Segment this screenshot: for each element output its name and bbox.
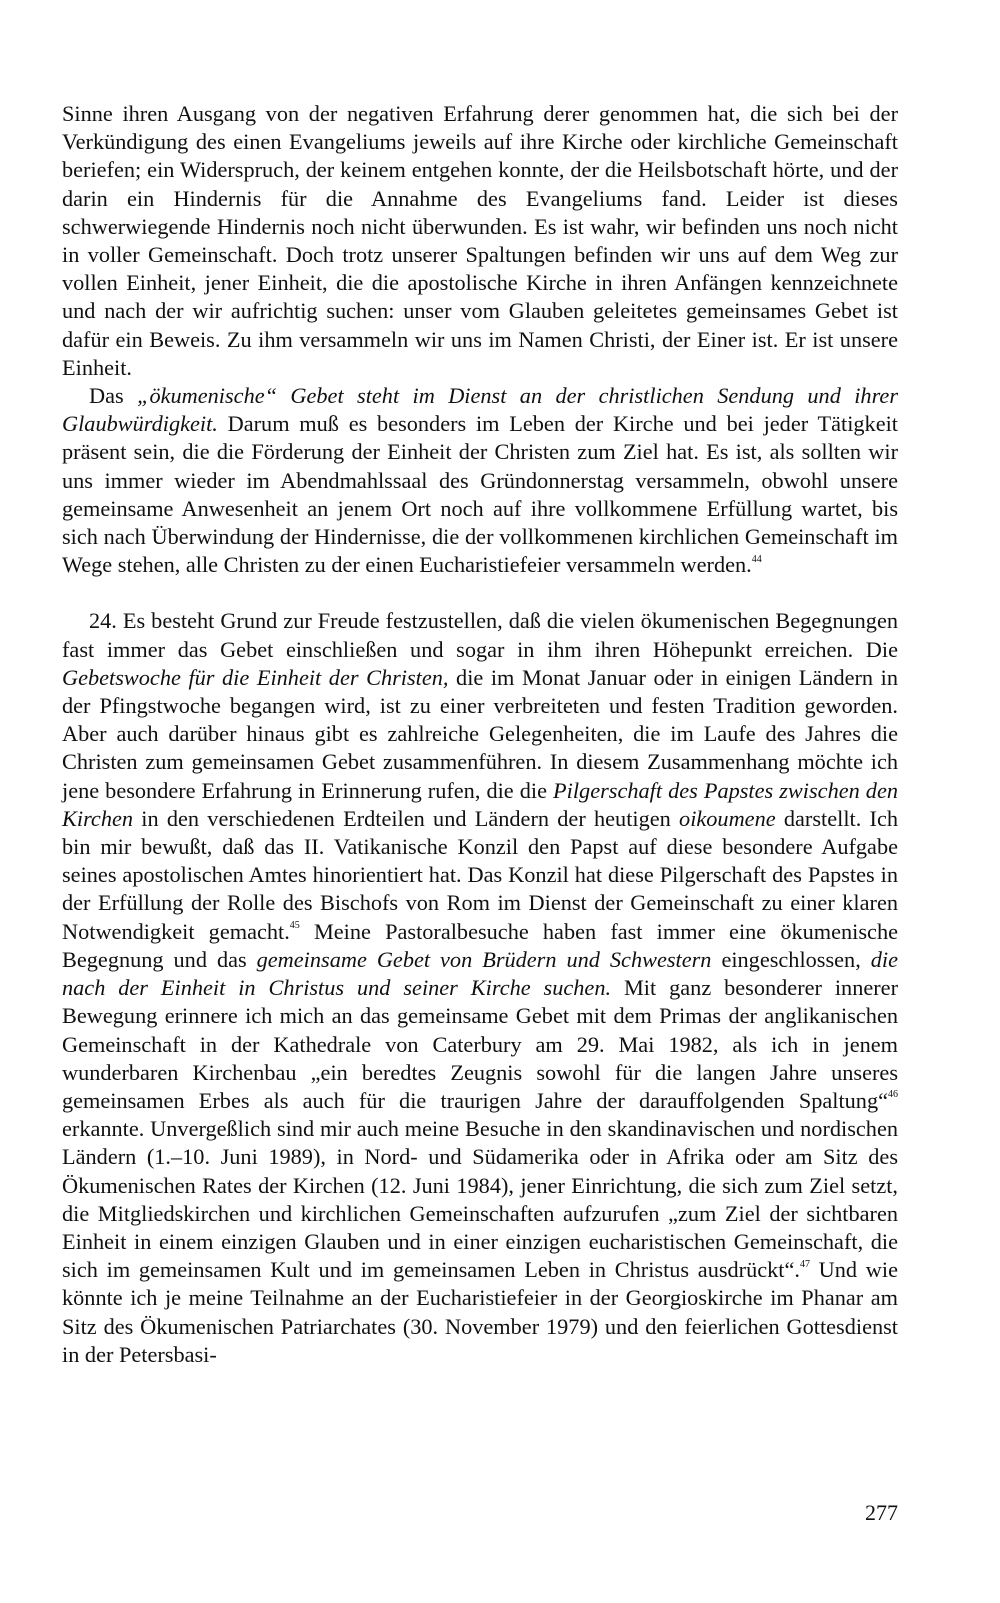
page-number: 277: [865, 1500, 898, 1525]
paragraph-text: Meine Pastoralbesuche haben fast immer eine ökumenische Begegnung und das: [62, 918, 898, 972]
paragraph: [62, 382, 898, 579]
paragraph-text: Sinne ihren Ausgang von der negativen Erfahrung derer genommen hat, die sich bei der Verkündigung des einen Evangeliums jeweils auf ihre Kirche oder kirchliche Gemeinschaft beriefen; ein Widerspruch, der keinem entgehen konnte, der die Heilsbotschaft hörte, und der darin ein Hindernis für die Annahme des Evangeliums fand. Leider ist dieses schwerwiegende Hindernis noch nicht überwunden. Es ist wahr, wir befinden uns noch nicht in voller Gemeinschaft. Doch trotz unserer Spaltungen befinden wir uns auf dem Weg zur vollen Einheit, jener Einheit, die die apostolische Kirche in ihren Anfängen kennzeichnete und nach der wir aufrichtig suchen: unser vom Glauben geleitetes gemeinsames Gebet ist dafür ein Beweis. Zu ihm versammeln wir uns im Namen Christi, der Einer ist. Er ist unsere Einheit.: [62, 101, 898, 380]
paragraph-text: erkannte. Unvergeßlich sind mir auch meine Besuche in den skandinavischen und nordischen Ländern (1.–10. Juni 1989), in Nord- und Südamerika oder in Afrika oder am Sitz des Ökumenischen Rates der Kirchen (12. Juni 1984), jener Einrichtung, die sich zum Ziel setzt, die Mitgliedskirchen und kirchlichen Gemeinschaften aufzurufen „zum Ziel der sichtbaren Einheit in einem einzigen Glauben und in einer einzigen eucharistischen Gemeinschaft, die sich im gemeinsamen Kult und im gemeinsamen Leben in Christus ausdrückt“.: [62, 1116, 898, 1283]
footnote-ref: 47: [799, 1258, 810, 1270]
footnote-ref: 46: [888, 1089, 898, 1101]
footnote-ref: 44: [751, 553, 762, 565]
paragraph-text: Das: [89, 383, 138, 409]
italic-text: oikoumene: [679, 805, 776, 831]
paragraph: [62, 100, 898, 382]
footnote-ref: 45: [289, 920, 300, 932]
italic-text: Pilgerschaft des Papstes zwischen den Kirchen: [62, 777, 898, 831]
paragraph-text: darstellt. Ich bin mir bewußt, daß das II. Vatikanische Konzil den Papst auf diese besondere Aufgabe seines apostolischen Amtes hinorientiert hat. Das Konzil hat diese Pilgerschaft des Papstes in der Erfüllung der Rolle des Bischofs von Rom im Dienst der Gemeinschaft zu einer klaren Notwendigkeit gemacht.: [62, 805, 899, 944]
italic-text: Gebetswoche für die Einheit der Christen,: [62, 664, 449, 690]
italic-text: die nach der Einheit in Christus und seiner Kirche suchen.: [62, 946, 898, 1001]
page-body: [62, 100, 898, 1369]
paragraph: [62, 607, 898, 1368]
paragraph-text: Und wie könnte ich je meine Teilnahme an der Eucharistiefeier in der Georgioskirche im Phanar am Sitz des Ökumenischen Patriarchates (30. November 1979) und den feierlichen Gottesdienst in der Petersbasi-: [62, 1257, 898, 1367]
paragraph-text: Mit ganz besonderer innerer Bewegung erinnere ich mich an das gemeinsame Gebet mit dem Primas der anglikanischen Gemeinschaft in der Kathedrale von Caterbury am 29. Mai 1982, als ich in jenem wunderbaren Kirchenbau „ein beredtes Zeugnis sowohl für die langen Jahre unseres gemeinsamen Erbes als auch für die traurigen Jahre der darauffolgenden Spaltung“: [62, 975, 898, 1113]
italic-text: „ökumenische“ Gebet steht im Dienst an der christlichen Sendung und ihrer Glaubwürdigkeit.: [62, 383, 899, 437]
paragraph-text: 24. Es besteht Grund zur Freude festzustellen, daß die vielen ökumenischen Begegnungen fast immer das Gebet einschließen und sogar in ihm ihren Höhepunkt erreichen. Die: [62, 608, 898, 662]
paragraph-text: in den verschiedenen Erdteilen und Ländern der heutigen: [133, 805, 680, 831]
paragraph-text: die im Monat Januar oder in einigen Ländern in der Pfingstwoche begangen wird, ist zu einer verbreiteten und festen Tradition geworden. Aber auch darüber hinaus gibt es zahlreiche Gelegenheiten, die im Laufe des Jahres die Christen zum gemeinsamen Gebet zusammenführen. In diesem Zusammenhang möchte ich jene besondere Erfahrung in Erinnerung rufen, die die: [62, 664, 898, 803]
paragraph-text: Darum muß es besonders im Leben der Kirche und bei jeder Tätigkeit präsent sein, die die Förderung der Einheit der Christen zum Ziel hat. Es ist, als sollten wir uns immer wieder im Abendmahlssaal des Gründonnerstag versammeln, obwohl unsere gemeinsame Anwesenheit an jenem Ort noch auf ihre vollkommene Erfüllung wartet, bis sich nach Überwindung der Hindernisse, die der vollkommenen kirchlichen Gemeinschaft im Wege stehen, alle Christen zu der einen Eucharistiefeier versammeln werden.: [62, 411, 898, 578]
italic-text: gemeinsame Gebet von Brüdern und Schwestern: [256, 946, 712, 972]
paragraph-text: eingeschlossen,: [711, 946, 871, 972]
